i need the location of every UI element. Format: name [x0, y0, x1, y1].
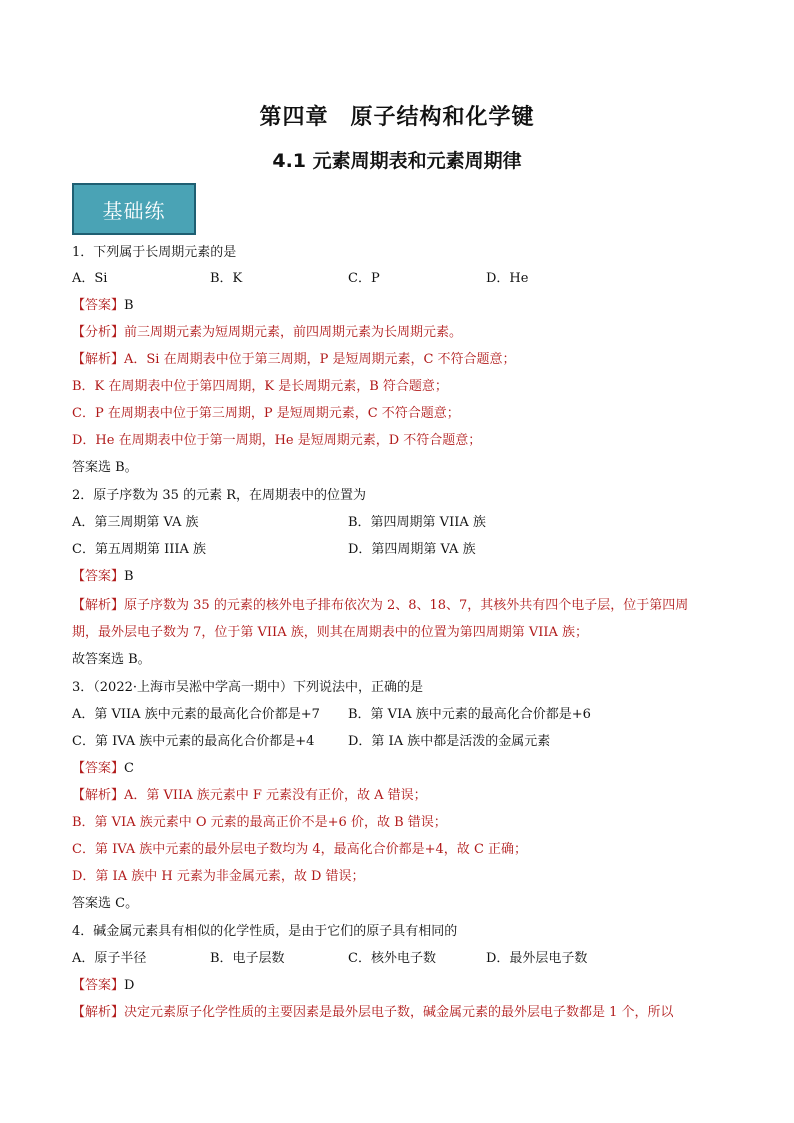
- q2-conclusion: 故答案选 B。: [72, 652, 151, 667]
- q2-option-b: B．第四周期第 VIIA 族: [348, 515, 486, 530]
- q1-explain-line: B．K 在周期表中位于第四周期，K 是长周期元素，B 符合题意；: [72, 379, 448, 394]
- q3-option-c: C．第 IVA 族中元素的最高化合价都是+4: [72, 734, 315, 749]
- q4-explain-line: 【解析】决定元素原子化学性质的主要因素是最外层电子数，碱金属元素的最外层电子数都是 1 个，所以: [72, 1005, 674, 1020]
- q2-option-c: C．第五周期第 IIIA 族: [72, 542, 207, 557]
- q1-explain-line: C．P 在周期表中位于第三周期，P 是短周期元素，C 不符合题意；: [72, 406, 460, 421]
- q4-answer: 【答案】D: [72, 978, 135, 993]
- q4-option-c: C．核外电子数: [348, 951, 436, 966]
- q2-explain-line: 【解析】原子序数为 35 的元素的核外电子排布依次为 2、8、18、7，其核外共有四个电子层，位于第四周: [72, 598, 689, 613]
- q3-explain-line: 【解析】A．第 VIIA 族元素中 F 元素没有正价，故 A 错误；: [72, 788, 427, 803]
- q2-explain-line: 期，最外层电子数为 7，位于第 VIIA 族，则其在周期表中的位置为第四周期第 VIIA 族；: [72, 625, 589, 640]
- q1-option-c: C．P: [348, 271, 380, 286]
- q4-stem: 4．碱金属元素具有相似的化学性质，是由于它们的原子具有相同的: [72, 924, 458, 939]
- q2-option-a: A．第三周期第 VA 族: [72, 515, 199, 530]
- q1-explain-line: 【解析】A．Si 在周期表中位于第三周期，P 是短周期元素，C 不符合题意；: [72, 352, 516, 367]
- q2-stem: 2．原子序数为 35 的元素 R，在周期表中的位置为: [72, 488, 366, 503]
- section-title: 4.1 元素周期表和元素周期律: [272, 150, 522, 172]
- chapter-title: 第四章 原子结构和化学键: [259, 105, 535, 130]
- q2-option-d: D．第四周期第 VA 族: [348, 542, 476, 557]
- q4-option-a: A．原子半径: [72, 951, 147, 966]
- q1-answer: 【答案】B: [72, 298, 134, 313]
- q3-conclusion: 答案选 C。: [72, 896, 139, 911]
- q1-stem: 1．下列属于长周期元素的是: [72, 245, 237, 260]
- q3-answer: 【答案】C: [72, 761, 134, 776]
- section-badge: 基础练: [72, 183, 196, 235]
- q3-option-a: A．第 VIIA 族中元素的最高化合价都是+7: [72, 707, 320, 722]
- q1-option-b: B．K: [210, 271, 243, 286]
- q4-option-d: D．最外层电子数: [486, 951, 588, 966]
- q4-option-b: B．电子层数: [210, 951, 285, 966]
- q3-explain-line: C．第 IVA 族中元素的最外层电子数均为 4，最高化合价都是+4，故 C 正确；: [72, 842, 528, 857]
- q1-option-d: D．He: [486, 271, 529, 286]
- q3-explain-line: B．第 VIA 族元素中 O 元素的最高正价不是+6 价，故 B 错误；: [72, 815, 447, 830]
- q2-answer: 【答案】B: [72, 569, 134, 584]
- q3-option-b: B．第 VIA 族中元素的最高化合价都是+6: [348, 707, 591, 722]
- q3-option-d: D．第 IA 族中都是活泼的金属元素: [348, 734, 551, 749]
- q3-explain-line: D．第 IA 族中 H 元素为非金属元素，故 D 错误；: [72, 869, 365, 884]
- q1-analysis: 【分析】前三周期元素为短周期元素，前四周期元素为长周期元素。: [72, 325, 463, 340]
- q1-option-a: A．Si: [72, 271, 108, 286]
- q1-conclusion: 答案选 B。: [72, 460, 138, 475]
- q3-stem: 3．（2022·上海市吴淞中学高一期中）下列说法中，正确的是: [72, 680, 423, 695]
- q1-explain-line: D．He 在周期表中位于第一周期，He 是短周期元素，D 不符合题意；: [72, 433, 482, 448]
